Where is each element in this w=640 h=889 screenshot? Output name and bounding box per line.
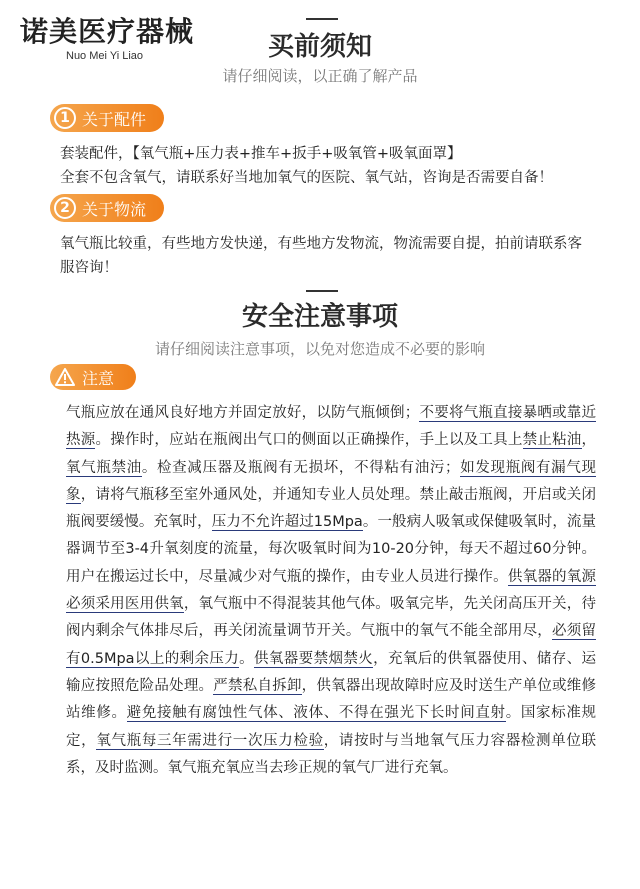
safety-body-text [66,400,596,782]
section-label: 关于物流 [82,199,147,219]
section-accessories-badge [50,104,164,132]
body-text-segment: 。国家标准规定， [66,705,597,749]
body-text-segment: ， [581,432,597,449]
notice-title: 买前须知 [267,32,372,62]
body-text-segment: 。操作时，应站在瓶阀出气口的侧面以正确操作，手上以及工具上 [95,432,523,449]
body-text-segment: ，请按时与当地氧气压力容器检测单位联系，及时监测。氧气瓶充氧应当去珍正规的氧气厂进行充氧。 [66,732,597,776]
emphasized-warning: 压力不允许超过15Mpa [211,514,363,531]
paragraph-line: 全套不包含氧气，请联系好当地加氧气的医院、氧气站，咨询是否需要自备！ [60,170,553,186]
body-text-segment: 。检查减压器及瓶阀有无损坏，不得粘有油污； [141,459,460,476]
notice-title-rule [306,18,338,20]
body-text-segment: 。一般病人吸氧或保健吸氧时，流量器调节至3-4升氧刻度的流量，每次吸氧时间为10-20分钟，每天不超过60分钟。用户在搬运过长中，尽量减少对气瓶的操作，由专业人员进行操作。 [66,514,597,585]
safety-title: 安全注意事项 [241,302,398,332]
body-text-segment: 。 [239,650,255,667]
body-text-segment: ，充氧后的供氧器使用、储存、运输应按照危险品处理。 [66,650,597,694]
emphasized-warning: 不要将气瓶直接暴晒或靠近热源 [66,405,597,449]
section-accessories-text [60,142,605,190]
emphasized-warning: 严禁私自拆卸 [213,677,302,694]
body-text-segment: ，氧气瓶中不得混装其他气体。吸氧完毕，先关闭高压开关，待阀内剩余气体排尽后，再关闭流量调节开关。气瓶中的氧气不能全部用尽， [66,596,596,640]
emphasized-warning: 氧气瓶禁油 [66,459,142,476]
emphasized-warning: 供氧器的氧源必须采用医用供氧 [66,568,597,613]
emphasized-warning: 必须留有0.5Mpa以上的剩余压力 [66,623,597,667]
safety-title-rule [306,290,338,292]
emphasized-warning: 供氧器要禁烟禁火 [254,650,374,667]
warning-icon [54,366,76,388]
notice-subtitle: 请仔细阅读，以正确了解产品 [222,67,418,85]
emphasized-warning: 如发现瓶阀有漏气现象 [66,459,597,503]
caution-badge [50,364,136,390]
body-text-segment: 气瓶应放在通风良好地方并固定放好，以防气瓶倾倒； [66,405,420,421]
section-number: 2 [54,197,76,219]
emphasized-warning: 氧气瓶每三年需进行一次压力检验 [96,732,324,749]
section-logistics-badge [50,194,164,222]
brand-name-en: Nuo Mei Yi Liao [66,50,144,62]
brand-name-cn: 诺美医疗器械 [20,15,195,48]
section-number: 1 [54,107,76,129]
safety-subtitle: 请仔细阅读注意事项，以免对您造成不必要的影响 [154,340,485,358]
body-text-segment: ，供氧器出现故障时应及时送生产单位或维修站维修。 [66,677,597,722]
caution-label: 注意 [82,368,115,388]
body-text-segment: ，请将气瓶移至室外通风处，并通知专业人员处理。禁止敲击瓶阀，开启或关闭瓶阀要缓慢。充氧时， [66,486,597,531]
section-logistics-text [60,232,595,280]
emphasized-warning: 避免接触有腐蚀性气体、液体、不得在强光下长时间直射 [126,705,506,722]
paragraph-line: 套装配件，【氧气瓶+压力表+推车+扳手+吸氧管+吸氧面罩】 [60,146,462,162]
section-label: 关于配件 [82,109,147,129]
paragraph-line: 氧气瓶比较重，有些地方发快递，有些地方发物流，物流需要自提，拍前请联系客服咨询！ [60,236,582,276]
emphasized-warning: 禁止粘油 [522,432,582,449]
